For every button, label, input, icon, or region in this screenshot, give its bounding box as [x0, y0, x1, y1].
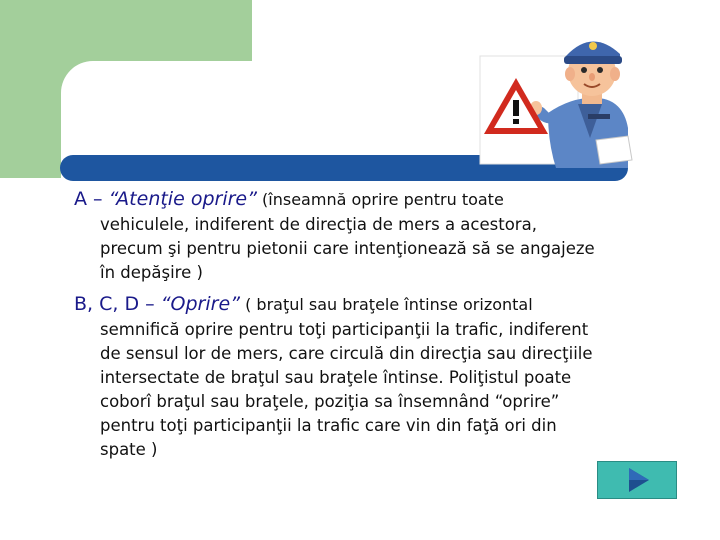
signal-term: “Oprire” [160, 293, 240, 315]
police-officer-illustration [478, 18, 638, 168]
item-heading [74, 186, 694, 213]
next-slide-button[interactable] [597, 461, 677, 499]
description-line: coborî braţul sau braţele, poziţia sa însemnând “oprire” [100, 392, 560, 411]
paren-open: ( [239, 295, 257, 314]
description-first-line: braţul sau braţele întinse orizontal [256, 295, 533, 314]
list-item [74, 186, 694, 285]
dash: – [139, 293, 161, 315]
paren-open: ( [256, 190, 269, 209]
play-triangle-icon [622, 465, 652, 495]
description-line: pentru toţi participanţii la trafic care vin din faţă ori din [100, 416, 557, 435]
description-line: de sensul lor de mers, care circulă din direcţia sau direcţiile [100, 344, 593, 363]
list-item [74, 291, 694, 462]
signal-term: “Atenţie oprire” [108, 188, 257, 210]
description-line: intersectate de braţul sau braţele întinse. Poliţistul poate [100, 368, 572, 387]
signal-code: B, C, D [74, 293, 140, 315]
description-first-line: înseamnă oprire pentru toate [268, 190, 504, 209]
description-line: semnifică oprire pentru toţi participanţii la trafic, indiferent [100, 320, 589, 339]
item-heading [74, 291, 694, 318]
signal-code: A [74, 188, 87, 210]
description [74, 213, 694, 285]
rules-list [74, 186, 694, 468]
description-line: precum şi pentru pietonii care intenţionează să se angajeze [100, 239, 595, 258]
description-line: în depăşire ) [100, 263, 203, 282]
description-line: spate ) [100, 440, 158, 459]
dash: – [87, 188, 109, 210]
description [74, 318, 694, 462]
description-line: vehiculele, indiferent de direcţia de mers a acestora, [100, 215, 537, 234]
